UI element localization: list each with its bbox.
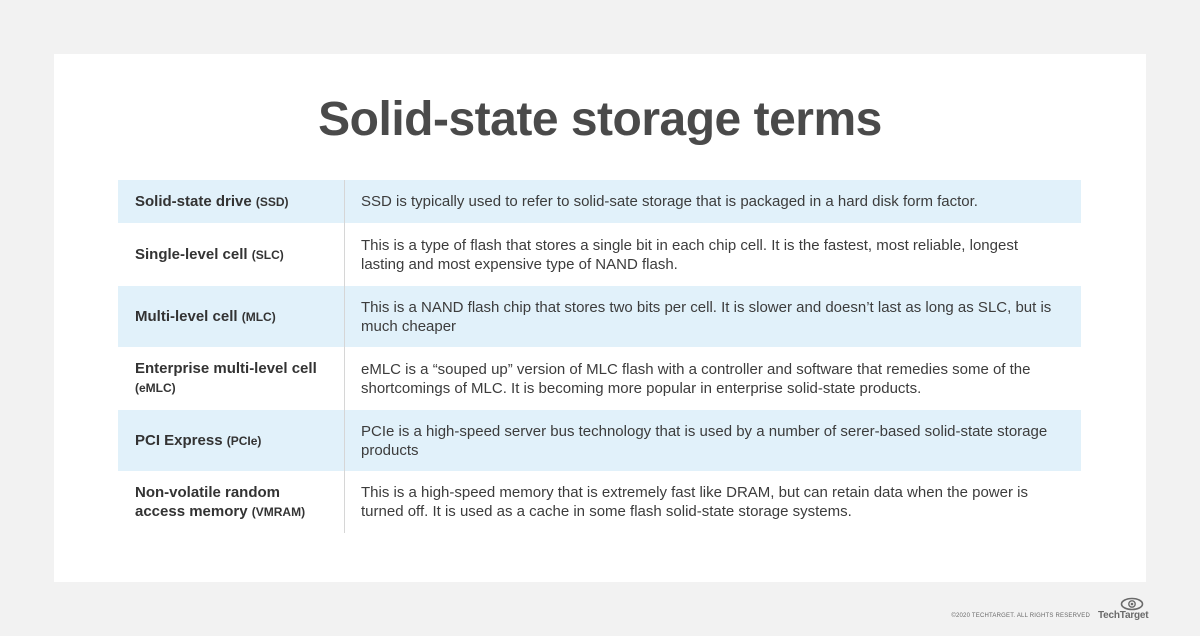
term-abbreviation: (SSD): [255, 194, 289, 209]
footer: [951, 597, 1149, 621]
term-abbreviation: (VMRAM): [251, 504, 306, 519]
table-row: [118, 180, 1081, 223]
definition-cell: PCIe is a high-speed server bus technology that is used by a number of serer-based solid-state storage products: [361, 422, 1048, 459]
term-label: [135, 359, 330, 398]
term-name: Multi-level cell: [135, 307, 238, 325]
term-name: Single-level cell: [135, 245, 248, 263]
term-abbreviation: (eMLC): [135, 381, 176, 395]
term-abbreviation: (PCIe): [226, 433, 262, 448]
term-cell: [118, 286, 345, 347]
term-cell: [118, 180, 345, 223]
term-cell: [118, 410, 345, 471]
term-name: PCI Express: [135, 431, 223, 449]
term-abbreviation: (MLC): [241, 309, 276, 324]
definition-cell: This is a high-speed memory that is extremely fast like DRAM, but can retain data when the power is turned off. It is used as a cache in some flash solid-state storage systems.: [361, 484, 1028, 520]
term-label: [135, 483, 330, 522]
term-label: [135, 192, 330, 212]
term-label: [135, 431, 330, 451]
term-label: [135, 307, 330, 327]
techtarget-logo: [1098, 597, 1149, 621]
term-label: [135, 245, 330, 265]
table-row: [118, 286, 1081, 347]
term-abbreviation: (SLC): [251, 247, 284, 262]
term-cell: [118, 471, 345, 533]
table-row: [118, 347, 1081, 410]
definition-cell: This is a type of flash that stores a single bit in each chip cell. It is the fastest, most reliable, longest lasting and most expensive type of NAND flash.: [361, 236, 1018, 273]
definition-cell: eMLC is a “souped up” version of MLC flash with a controller and software that remedies some of the shortcomings of MLC. It is becoming more popular in enterprise solid-state products.: [361, 360, 1031, 397]
terms-table: [118, 180, 1081, 533]
term-name: Non-volatile random access memory: [135, 483, 281, 520]
term-name: Enterprise multi-level cell: [135, 360, 317, 377]
table-row: [118, 410, 1081, 471]
term-cell: [118, 347, 345, 410]
copyright-notice: ©2020 TECHTARGET. ALL RIGHTS RESERVED: [951, 613, 1090, 619]
page-title: Solid-state storage terms: [318, 93, 882, 146]
table-row: [118, 223, 1081, 286]
eye-icon: [1120, 597, 1144, 611]
definition-cell: SSD is typically used to refer to solid-sate storage that is packaged in a hard disk form factor.: [361, 193, 978, 210]
logo-wordmark: TechTarget: [1098, 610, 1149, 621]
term-name: Solid-state drive: [135, 192, 252, 210]
term-cell: [118, 223, 345, 286]
table-row: [118, 471, 1081, 533]
definition-cell: This is a NAND flash chip that stores two bits per cell. It is slower and doesn’t last as long as SLC, but is much cheaper: [361, 298, 1052, 335]
